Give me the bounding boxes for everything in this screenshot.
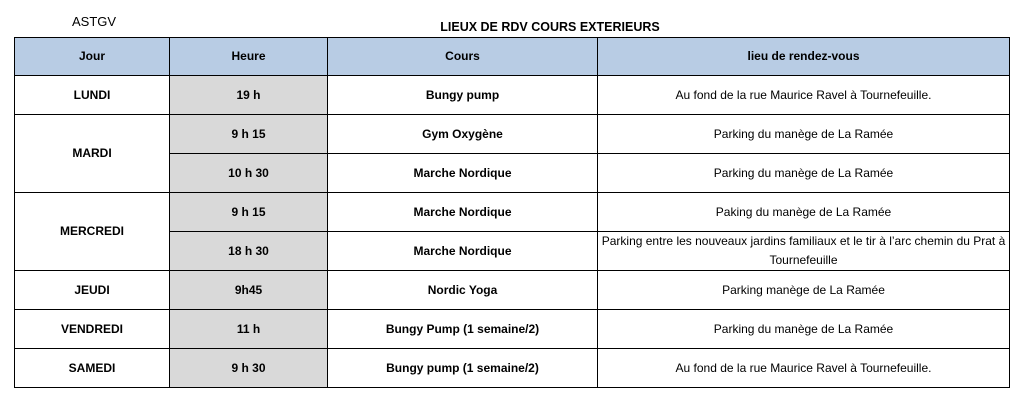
course-cell: Bungy pump (1 semaine/2) bbox=[328, 349, 598, 388]
table-row bbox=[15, 193, 1010, 232]
place-cell: Parking entre les nouveaux jardins familiaux et le tir à l’arc chemin du Prat à Tournefeuille bbox=[598, 232, 1010, 271]
header-row bbox=[15, 38, 1010, 76]
hour-cell: 19 h bbox=[170, 76, 328, 115]
place-cell: Parking du manège de La Ramée bbox=[598, 115, 1010, 154]
table-row bbox=[15, 349, 1010, 388]
day-cell: JEUDI bbox=[15, 271, 170, 310]
table-row bbox=[15, 76, 1010, 115]
day-cell: LUNDI bbox=[15, 76, 170, 115]
header-place: lieu de rendez-vous bbox=[598, 38, 1010, 76]
day-cell: MARDI bbox=[15, 115, 170, 193]
place-cell: Paking du manège de La Ramée bbox=[598, 193, 1010, 232]
place-cell: Au fond de la rue Maurice Ravel à Tournefeuille. bbox=[598, 349, 1010, 388]
course-cell: Marche Nordique bbox=[328, 193, 598, 232]
hour-cell: 9 h 15 bbox=[170, 115, 328, 154]
course-cell: Gym Oxygène bbox=[328, 115, 598, 154]
header-hour: Heure bbox=[170, 38, 328, 76]
page-title: LIEUX DE RDV COURS EXTERIEURS bbox=[440, 20, 660, 34]
table-row bbox=[15, 115, 1010, 154]
day-cell: MERCREDI bbox=[15, 193, 170, 271]
hour-cell: 11 h bbox=[170, 310, 328, 349]
course-cell: Marche Nordique bbox=[328, 154, 598, 193]
place-cell: Au fond de la rue Maurice Ravel à Tournefeuille. bbox=[598, 76, 1010, 115]
course-cell: Bungy Pump (1 semaine/2) bbox=[328, 310, 598, 349]
course-cell: Nordic Yoga bbox=[328, 271, 598, 310]
hour-cell: 9h45 bbox=[170, 271, 328, 310]
hour-cell: 10 h 30 bbox=[170, 154, 328, 193]
hour-cell: 18 h 30 bbox=[170, 232, 328, 271]
day-cell: VENDREDI bbox=[15, 310, 170, 349]
organization-name: ASTGV bbox=[72, 14, 117, 29]
day-cell: SAMEDI bbox=[15, 349, 170, 388]
hour-cell: 9 h 30 bbox=[170, 349, 328, 388]
schedule-table bbox=[14, 37, 1010, 388]
table-row bbox=[15, 310, 1010, 349]
place-cell: Parking du manège de La Ramée bbox=[598, 154, 1010, 193]
course-cell: Marche Nordique bbox=[328, 232, 598, 271]
table-row bbox=[15, 271, 1010, 310]
hour-cell: 9 h 15 bbox=[170, 193, 328, 232]
header-day: Jour bbox=[15, 38, 170, 76]
place-cell: Parking manège de La Ramée bbox=[598, 271, 1010, 310]
course-cell: Bungy pump bbox=[328, 76, 598, 115]
place-cell: Parking du manège de La Ramée bbox=[598, 310, 1010, 349]
header-course: Cours bbox=[328, 38, 598, 76]
